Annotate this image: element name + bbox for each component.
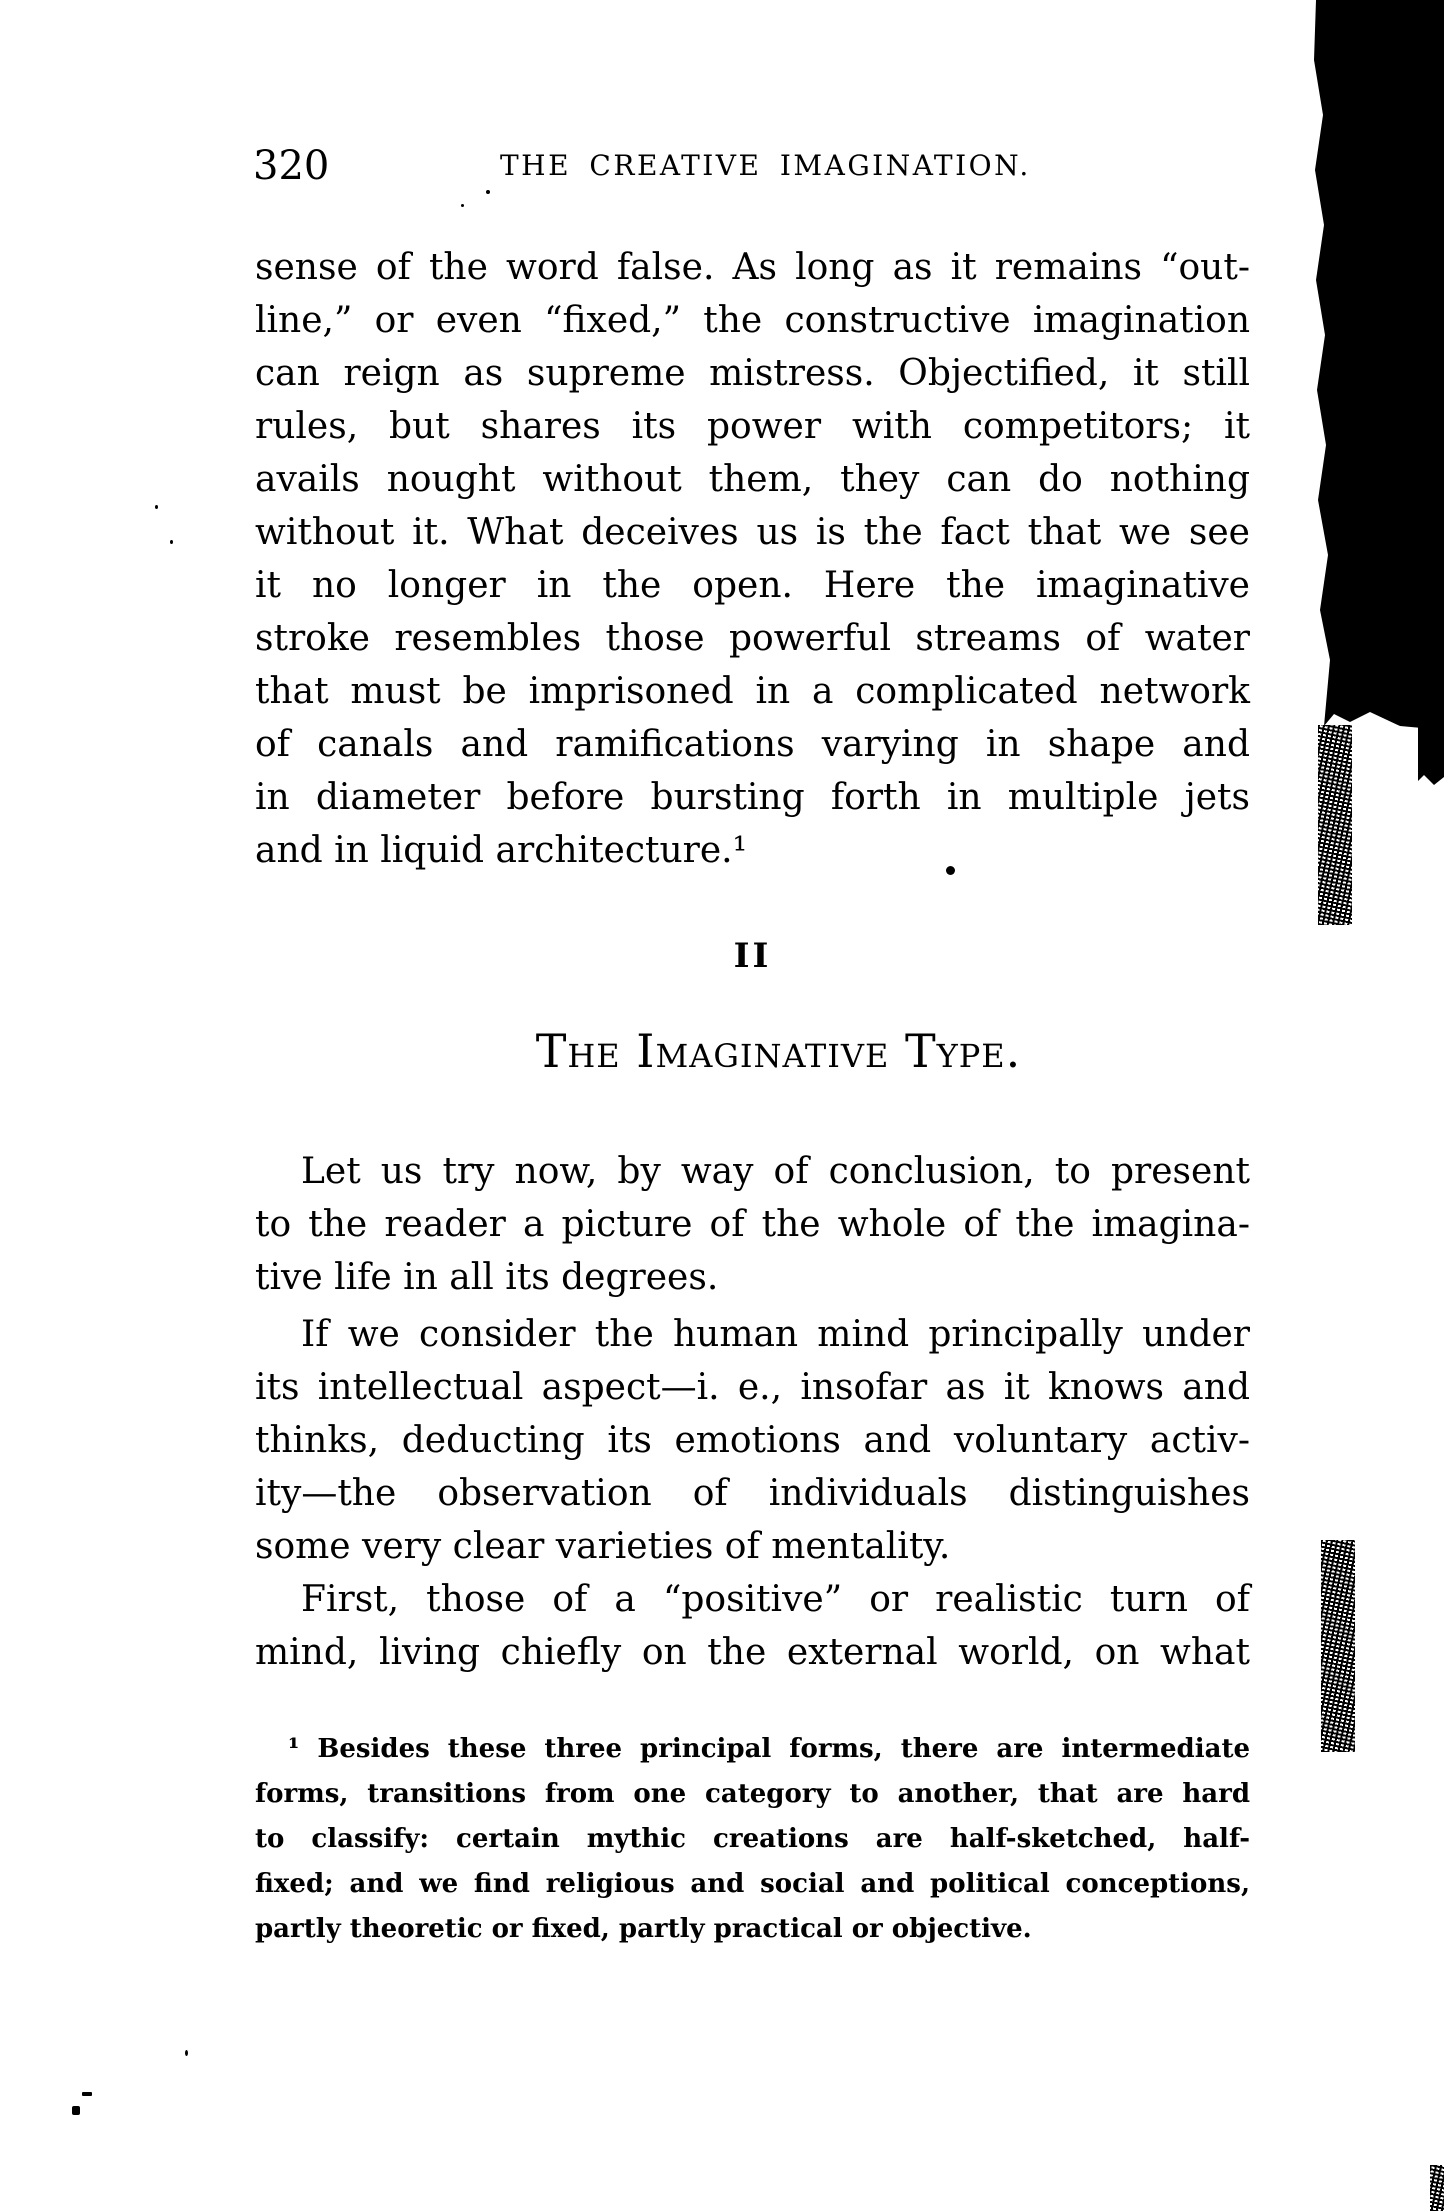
scan-artifact-top-right-blob (1300, 0, 1444, 730)
footnote-line: fixed; and we find religious and social and political conceptions, (255, 1869, 1250, 1899)
paragraph-3 (255, 1308, 1250, 1573)
scan-speck (185, 2050, 188, 2056)
text-line: First, those of a “positive” or realistic turn of (301, 1579, 1250, 1620)
text-line: can reign as supreme mistress. Objectified, it still (255, 353, 1250, 394)
text-line: line,” or even “fixed,” the constructive imagination (255, 300, 1250, 341)
footnote-line: to classify: certain mythic creations are half-sketched, half- (255, 1824, 1250, 1854)
text-line: without it. What deceives us is the fact that we see (255, 512, 1250, 553)
text-line: ity—the observation of individuals distinguishes (255, 1473, 1250, 1514)
scan-speck (72, 2106, 80, 2115)
text-line: If we consider the human mind principally under (301, 1314, 1250, 1355)
paragraph-1 (255, 241, 1250, 877)
section-number: II (733, 936, 772, 976)
text-line: it no longer in the open. Here the imaginative (255, 565, 1250, 606)
paragraph-4 (255, 1573, 1250, 1679)
text-line: that must be imprisoned in a complicated network (255, 671, 1250, 712)
scan-speck (486, 190, 490, 194)
scan-speck (82, 2092, 92, 2096)
scan-artifact-speckle-tail (1318, 725, 1352, 925)
text-line: thinks, deducting its emotions and voluntary activ- (255, 1420, 1250, 1461)
scan-speck (170, 540, 173, 544)
text-line: to the reader a picture of the whole of the imagina- (255, 1204, 1250, 1245)
scan-artifact-right-edge-bar (1418, 725, 1444, 785)
text-line: and in liquid architecture.¹ (255, 830, 748, 871)
text-line: rules, but shares its power with competitors; it (255, 406, 1250, 447)
scan-artifact-corner-speckle (1430, 2165, 1444, 2211)
page-number: 320 (253, 143, 330, 189)
scan-speck (946, 866, 955, 875)
scan-artifact-speckle-streak (1321, 1540, 1355, 1752)
footnote-line: forms, transitions from one category to another, that are hard (255, 1779, 1250, 1809)
footnote-line: ¹ Besides these three principal forms, there are intermediate (288, 1734, 1250, 1764)
text-line: tive life in all its degrees. (255, 1257, 719, 1298)
text-line: avails nought without them, they can do nothing (255, 459, 1250, 500)
text-line: its intellectual aspect—i. e., insofar as it knows and (255, 1367, 1250, 1408)
scan-speck (155, 505, 158, 509)
text-line: stroke resembles those powerful streams of water (255, 618, 1250, 659)
running-title: THE CREATIVE IMAGINATION. (500, 149, 1031, 182)
scan-speck (461, 204, 464, 207)
text-line: some very clear varieties of mentality. (255, 1526, 951, 1567)
text-line: Let us try now, by way of conclusion, to present (301, 1151, 1250, 1192)
footnote (255, 1727, 1250, 1952)
text-line: sense of the word false. As long as it remains “out- (255, 247, 1250, 288)
text-line: in diameter before bursting forth in multiple jets (255, 777, 1250, 818)
text-line: of canals and ramifications varying in shape and (255, 724, 1250, 765)
text-line: mind, living chiefly on the external world, on what (255, 1632, 1250, 1673)
footnote-line: partly theoretic or fixed, partly practical or objective. (255, 1914, 1032, 1944)
paragraph-2 (255, 1145, 1250, 1304)
section-title: The Imaginative Type. (535, 1024, 1022, 1078)
